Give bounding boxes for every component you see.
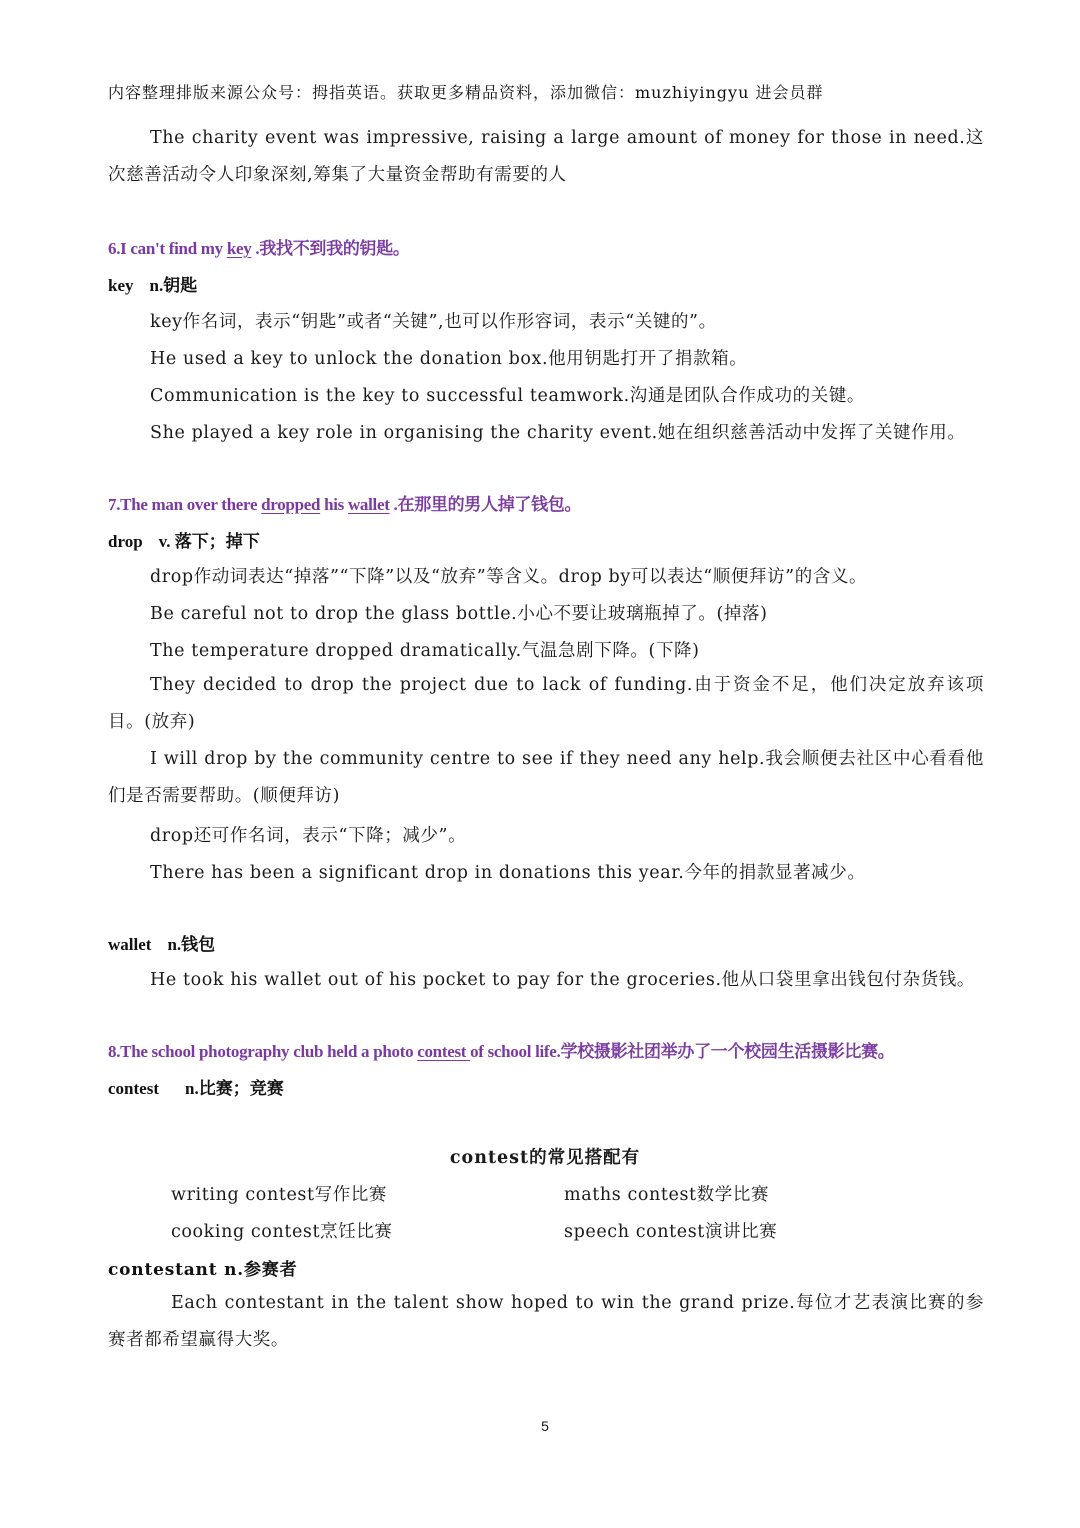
underlined-keyword: dropped [261,495,321,514]
underlined-keyword: wallet [347,495,390,514]
headword: wallet [108,935,152,954]
headword-wallet [108,930,215,955]
underlined-keyword: key [226,239,252,258]
section-8-sentence [108,1037,894,1062]
collocation-item: cooking contest烹饪比赛 [171,1222,393,1242]
section-6-sentence [108,234,410,259]
headword: drop [108,532,143,551]
headword: contest [108,1079,159,1098]
sentence-text: .我找不到我的钥匙。 [251,239,410,258]
part-of-speech: v. 落下；掉下 [158,532,260,551]
headword-contestant: contestant n.参赛者 [108,1260,298,1280]
page-header: 内容整理排版来源公众号：拇指英语。获取更多精品资料，添加微信：muzhiyingyu 进会员群 [108,83,824,102]
intro-example: The charity event was impressive, raising a large amount of money for those in need.这次慈善活动令人印象深刻,筹集了大量资金帮助有需要的人 [108,128,984,185]
explanation-line: drop作动词表达“掉落”“下降”以及“放弃”等含义。drop by可以表达“顺便拜访”的含义。 [150,567,868,587]
collocation-item: maths contest数学比赛 [564,1185,770,1205]
headword: key [108,276,134,295]
example-paragraph: Each contestant in the talent show hoped to win the grand prize.每位才艺表演比赛的参赛者都希望赢得大奖。 [108,1293,984,1350]
page-number: 5 [541,1418,549,1434]
explanation-line: drop还可作名词，表示“下降；减少”。 [150,826,467,846]
explanation-line: key作名词，表示“钥匙”或者“关键”,也可以作形容词，表示“关键的”。 [150,312,717,332]
example-paragraph: They decided to drop the project due to lack of funding.由于资金不足，他们决定放弃该项目。(放弃) [108,675,984,732]
sentence-text: his [320,495,348,514]
sentence-text: 6.I can't find my [108,239,227,258]
example-line: He used a key to unlock the donation box.他用钥匙打开了捐款箱。 [150,349,748,369]
example-line: Communication is the key to successful teamwork.沟通是团队合作成功的关键。 [150,386,866,406]
part-of-speech: n.钥匙 [149,276,198,295]
example-line: Be careful not to drop the glass bottle.小心不要让玻璃瓶掉了。(掉落) [150,604,768,624]
part-of-speech: n.钱包 [167,935,216,954]
part-of-speech: n.比赛；竞赛 [184,1079,284,1098]
collocation-item: speech contest演讲比赛 [564,1222,778,1242]
sentence-text: of school life.学校摄影社团举办了一个校园生活摄影比赛。 [470,1042,895,1061]
collocation-title: contest的常见搭配有 [449,1148,641,1168]
sentence-text: 7.The man over there [108,495,262,514]
headword-contest [108,1074,284,1099]
sentence-text: .在那里的男人掉了钱包。 [389,495,582,514]
headword-key [108,271,197,296]
section-7-sentence [108,490,581,515]
collocation-item: writing contest写作比赛 [171,1185,388,1205]
example-line: He took his wallet out of his pocket to pay for the groceries.他从口袋里拿出钱包付杂货钱。 [150,970,976,990]
example-paragraph: I will drop by the community centre to see if they need any help.我会顺便去社区中心看看他们是否需要帮助。(顺便拜访) [108,749,984,806]
example-line: She played a key role in organising the charity event.她在组织慈善活动中发挥了关键作用。 [150,423,966,443]
example-line: There has been a significant drop in donations this year.今年的捐款显著减少。 [150,863,866,883]
example-line: The temperature dropped dramatically.气温急剧下降。(下降) [150,641,700,661]
sentence-text: 8.The school photography club held a photo [108,1042,418,1061]
headword-drop [108,527,260,552]
underlined-keyword: contest [417,1042,471,1061]
